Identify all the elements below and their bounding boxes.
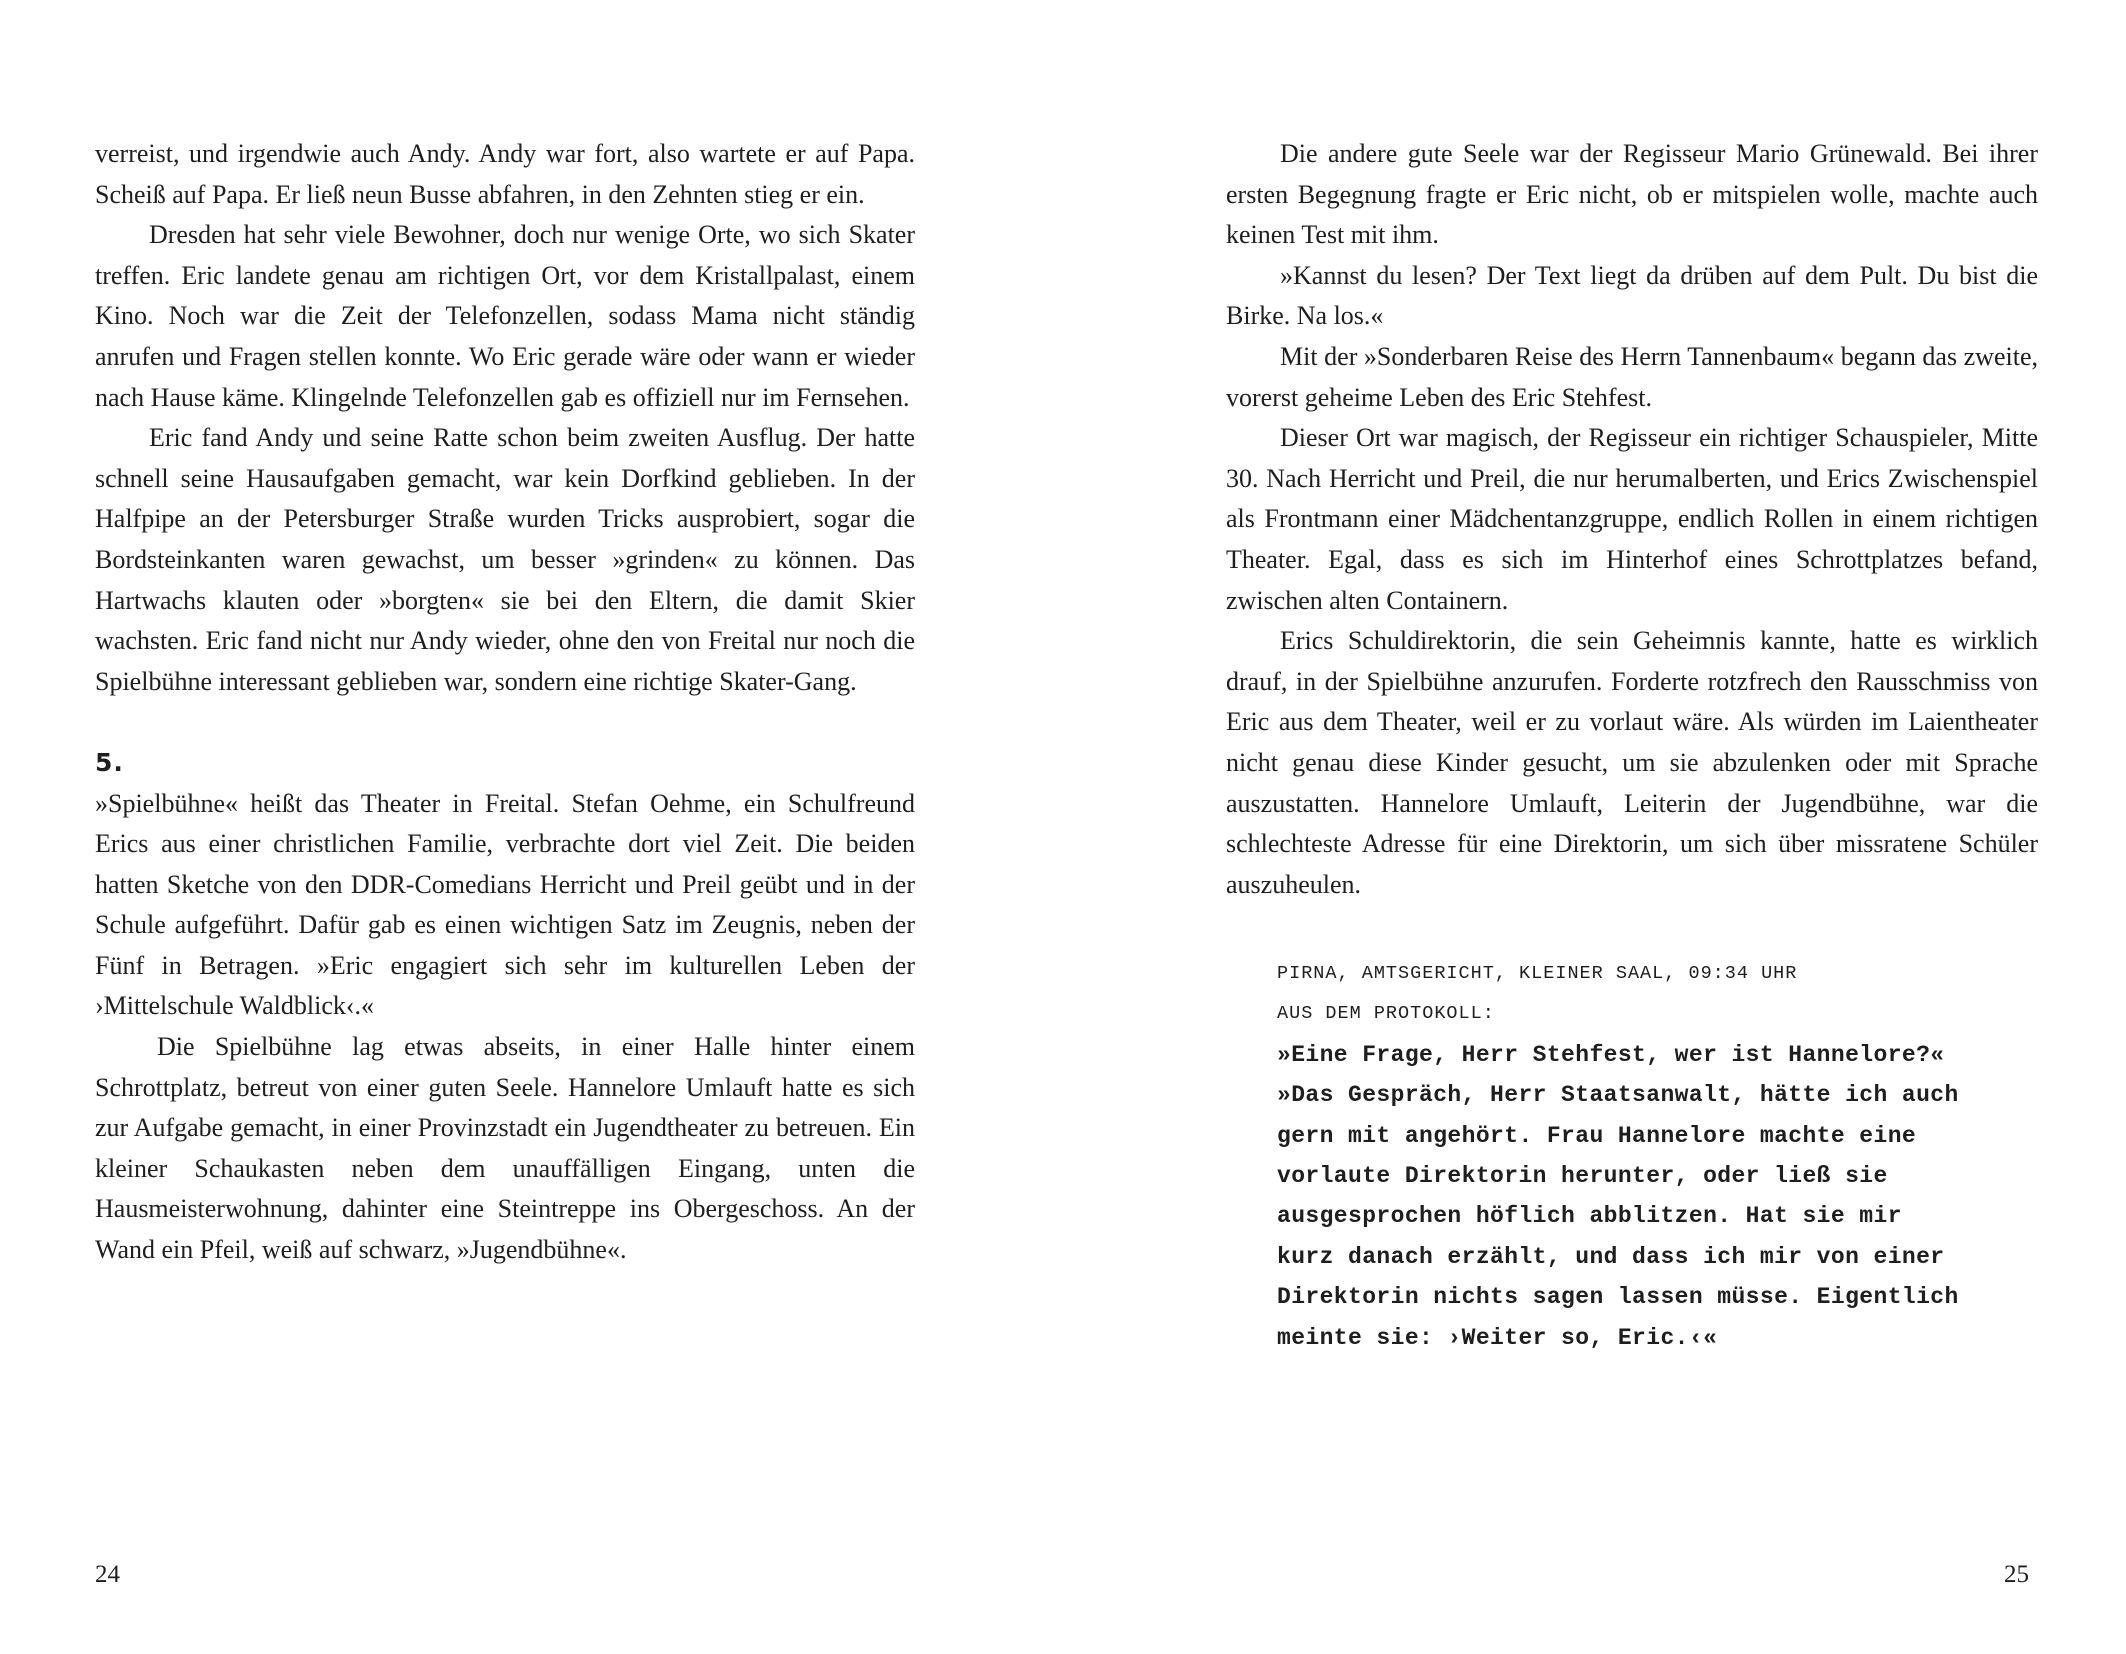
paragraph: Mit der »Sonderbaren Reise des Herrn Tannenbaum« begann das zweite, vorerst geheime Leben des Eric Stehfest. <box>1226 341 2038 412</box>
court-protocol <box>1277 954 1997 1358</box>
paragraph: Dresden hat sehr viele Bewohner, doch nur wenige Orte, wo sich Skater treffen. Eric landete genau am richtigen Ort, vor dem Kristallpalast, einem Kino. Noch war die Zeit der Telefonzellen, sodass Mama nicht ständig anrufen und Fragen stellen konnte. Wo Eric gerade wäre oder wann er wieder nach Hause käme. Klingelnde Telefonzellen gab es offiziell nur im Fernsehen. <box>95 220 915 412</box>
protocol-line: »Das Gespräch, Herr Staatsanwalt, hätte ich auch <box>1277 1082 1959 1109</box>
paragraph: Dieser Ort war magisch, der Regisseur ein richtiger Schauspieler, Mitte 30. Nach Herricht und Preil, die nur herumalberten, und Erics Zwischenspiel als Frontmann einer Mädchentanzgruppe, endlich Rollen in einem richtigen Theater. Egal, dass es sich im Hinterhof eines Schrottplatzes befand, zwischen alten Containern. <box>1226 423 2038 615</box>
protocol-line: »Eine Frage, Herr Stehfest, wer ist Hannelore?« <box>1277 1041 1945 1068</box>
paragraph: verreist, und irgendwie auch Andy. Andy war fort, also wartete er auf Papa. Scheiß auf Papa. Er ließ neun Busse abfahren, in den Zehnten stieg er ein. <box>95 139 915 209</box>
protocol-line: kurz danach erzählt, und dass ich mir von einer <box>1277 1243 1945 1270</box>
protocol-line: Direktorin nichts sagen lassen müsse. Eigentlich <box>1277 1284 1959 1311</box>
protocol-line: gern mit angehört. Frau Hannelore machte eine <box>1277 1122 1917 1149</box>
paragraph: Eric fand Andy und seine Ratte schon beim zweiten Ausflug. Der hatte schnell seine Hausaufgaben gemacht, war kein Dorfkind geblieben. In der Halfpipe an der Petersburger Straße wurden Tricks ausprobiert, sogar die Bordsteinkanten waren gewachst, um besser »grinden« zu können. Das Hartwachs klauten oder »borgten« sie bei den Eltern, die damit Skier wachsten. Eric fand nicht nur Andy wieder, ohne den von Freital nur noch die Spielbühne interessant geblieben war, sondern eine richtige Skater-Gang. <box>95 423 915 696</box>
paragraph: Die andere gute Seele war der Regisseur Mario Grünewald. Bei ihrer ersten Begegnung fragte er Eric nicht, ob er mitspielen wolle, machte auch keinen Test mit ihm. <box>1226 139 2038 250</box>
page-number: 24 <box>95 1561 120 1588</box>
paragraph: Die Spielbühne lag etwas abseits, in einer Halle hinter einem Schrottplatz, betreut von einer guten Seele. Hannelore Umlauft hatte es sich zur Aufgabe gemacht, in einer Provinzstadt ein Jugendtheater zu betreuen. Ein kleiner Schaukasten neben dem unauffälligen Eingang, unten die Hausmeisterwohnung, dahinter eine Steintreppe ins Obergeschoss. An der Wand ein Pfeil, weiß auf schwarz, »Jugendbühne«. <box>95 1032 915 1265</box>
paragraph: »Spielbühne« heißt das Theater in Freital. Stefan Oehme, ein Schulfreund Erics aus einer christlichen Familie, verbrachte dort viel Zeit. Die beiden hatten Sketche von den DDR-Comedians Herricht und Preil geübt und in der Schule aufgeführt. Dafür gab es einen wichtigen Satz im Zeugnis, neben der Fünf in Betragen. »Eric engagiert sich sehr im kulturellen Leben der ›Mittelschule Waldblick‹.« <box>95 788 915 1021</box>
protocol-label: AUS DEM PROTOKOLL: <box>1277 1003 1495 1025</box>
protocol-line: meinte sie: ›Weiter so, Eric.‹« <box>1277 1324 1718 1351</box>
protocol-location: PIRNA, AMTSGERICHT, KLEINER SAAL, 09:34 UHR <box>1277 963 1798 984</box>
protocol-line: vorlaute Direktorin herunter, oder ließ sie <box>1277 1163 1888 1190</box>
chapter-heading: 5. <box>95 747 124 777</box>
right-page <box>1063 0 2126 1654</box>
paragraph: Erics Schuldirektorin, die sein Geheimnis kannte, hatte es wirklich drauf, in der Spielbühne anzurufen. Forderte rotzfrech den Rausschmiss von Eric aus dem Theater, weil er zu vorlaut wäre. Als würden im Laientheater nicht genau diese Kinder gesucht, um sie abzulenken oder mit Sprache auszustatten. Hannelore Umlauft, Leiterin der Jugendbühne, war die schlechteste Adresse für eine Direktorin, um sich über missratene Schüler auszuheulen. <box>1226 626 2038 899</box>
page-number: 25 <box>2004 1561 2029 1588</box>
paragraph: »Kannst du lesen? Der Text liegt da drüben auf dem Pult. Du bist die Birke. Na los.« <box>1226 260 2038 331</box>
left-page-text <box>95 134 915 1271</box>
protocol-line: ausgesprochen höflich abblitzen. Hat sie mir <box>1277 1203 1902 1230</box>
right-page-text <box>1226 134 2038 905</box>
